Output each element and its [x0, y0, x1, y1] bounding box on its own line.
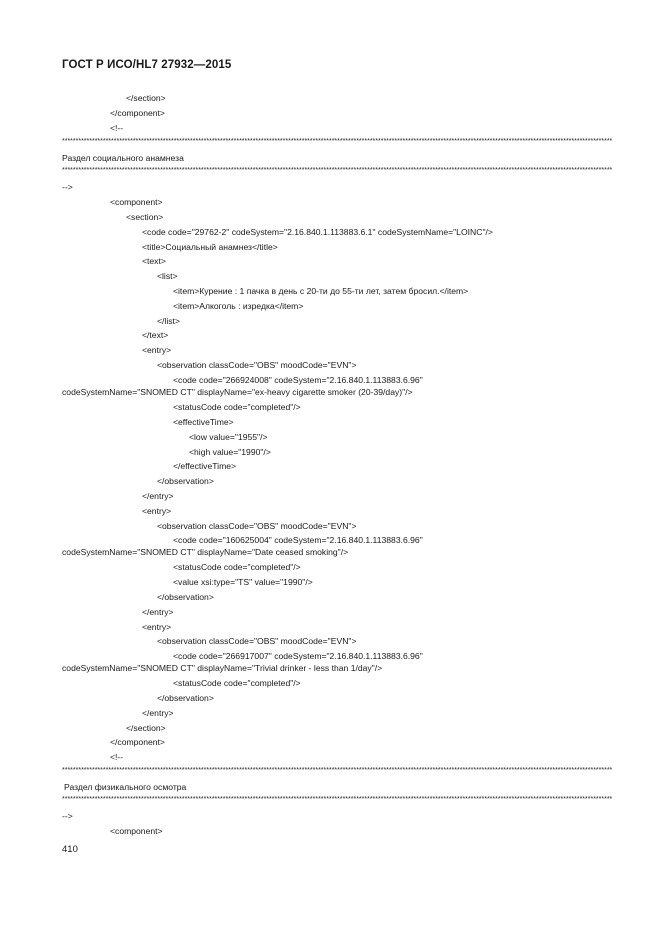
- code-line: <text>: [142, 256, 166, 266]
- code-line: <entry>: [142, 622, 172, 632]
- code-line: <item>Алкоголь : изредка</item>: [173, 301, 304, 311]
- code-line: </section>: [126, 93, 166, 103]
- code-line: <observation classCode="OBS" moodCode="EVN">: [157, 521, 357, 531]
- code-line: <component>: [110, 826, 163, 836]
- code-line: <code code="266924008" codeSystem="2.16.840.1.113883.6.96": [173, 375, 423, 385]
- section-heading-physical-exam: Раздел физикального осмотра: [64, 782, 187, 792]
- code-line: </component>: [110, 108, 165, 118]
- separator-line: **********************************************************************************************************************************************************************************************************: [62, 767, 613, 774]
- code-line: -->: [62, 182, 73, 192]
- code-line: </component>: [110, 737, 165, 747]
- code-line: <high value="1990"/>: [189, 447, 271, 457]
- code-line: </entry>: [142, 607, 174, 617]
- code-line: <effectiveTime>: [173, 417, 234, 427]
- code-line: </text>: [142, 330, 169, 340]
- code-line: <section>: [126, 212, 164, 222]
- code-line: <item>Курение : 1 пачка в день с 20-ти до 55-ти лет, затем бросил.</item>: [173, 286, 469, 296]
- code-line: </section>: [126, 723, 166, 733]
- code-line: <statusCode code="completed"/>: [173, 562, 301, 572]
- separator-line: **********************************************************************************************************************************************************************************************************: [62, 796, 613, 803]
- code-line: <component>: [110, 197, 163, 207]
- code-line: </observation>: [157, 476, 214, 486]
- code-line: <value xsi:type="TS" value="1990"/>: [173, 577, 313, 587]
- code-line: <low value="1955"/>: [189, 432, 268, 442]
- separator-line: **********************************************************************************************************************************************************************************************************: [62, 138, 613, 145]
- code-line: </entry>: [142, 491, 174, 501]
- code-line: codeSystemName="SNOMED CT" displayName="Date ceased smoking"/>: [62, 547, 349, 557]
- code-line: <code code="266917007" codeSystem="2.16.840.1.113883.6.96": [173, 651, 423, 661]
- code-line: -->: [62, 811, 73, 821]
- code-line: <code code="160625004" codeSystem="2.16.840.1.113883.6.96": [173, 535, 423, 545]
- code-line: </list>: [157, 316, 180, 326]
- code-line: <statusCode code="completed"/>: [173, 678, 301, 688]
- code-line: <entry>: [142, 506, 172, 516]
- code-line: <statusCode code="completed"/>: [173, 402, 301, 412]
- code-line: <!--: [110, 123, 124, 133]
- page-number: 410: [62, 844, 78, 855]
- page-header-title: ГОСТ Р ИСО/HL7 27932—2015: [62, 59, 232, 71]
- code-line: <!--: [110, 752, 124, 762]
- code-line: </entry>: [142, 708, 174, 718]
- separator-line: **********************************************************************************************************************************************************************************************************: [62, 167, 613, 174]
- code-line: <code code="29762-2" codeSystem="2.16.840.1.113883.6.1" codeSystemName="LOINC"/>: [142, 227, 493, 237]
- section-heading-social-history: Раздел социального анамнеза: [62, 153, 184, 163]
- code-line: </effectiveTime>: [173, 461, 237, 471]
- code-line: </observation>: [157, 693, 214, 703]
- code-line: codeSystemName="SNOMED CT" displayName="Trivial drinker - less than 1/day"/>: [62, 663, 383, 673]
- code-line: <list>: [157, 271, 178, 281]
- code-line: <observation classCode="OBS" moodCode="EVN">: [157, 636, 357, 646]
- code-line: <observation classCode="OBS" moodCode="EVN">: [157, 360, 357, 370]
- code-line: codeSystemName="SNOMED CT" displayName="ex-heavy cigarette smoker (20-39/day)"/>: [62, 387, 413, 397]
- code-line: </observation>: [157, 592, 214, 602]
- code-line: <title>Социальный анамнез</title>: [142, 242, 278, 252]
- code-line: <entry>: [142, 345, 172, 355]
